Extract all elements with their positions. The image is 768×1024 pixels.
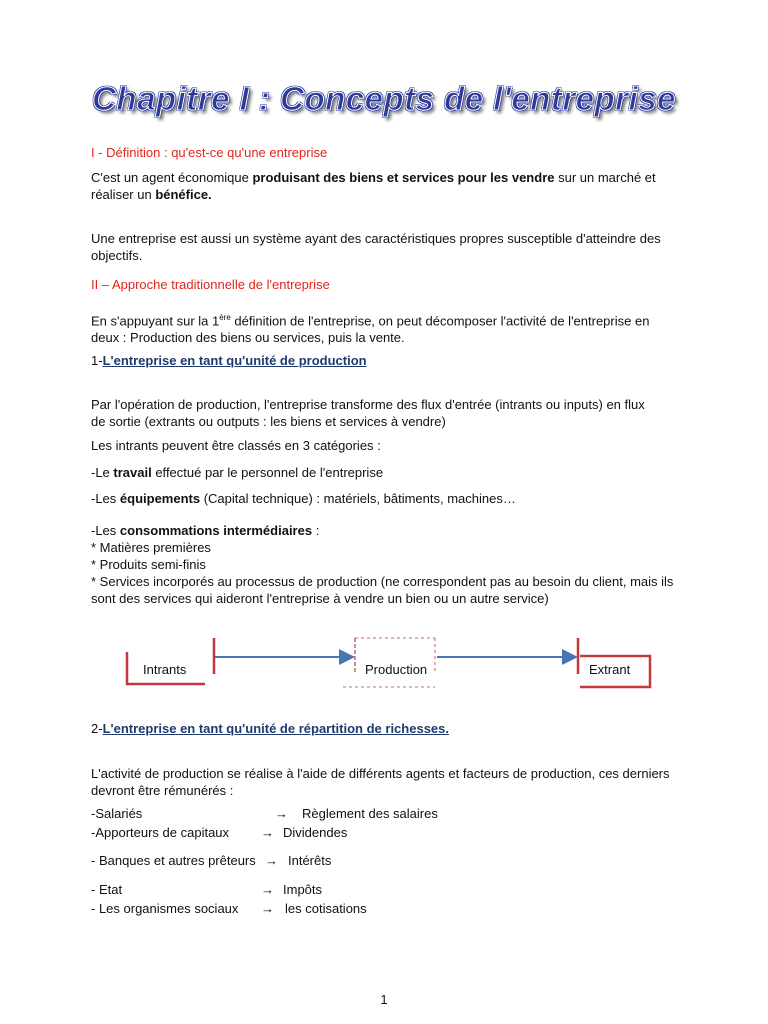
agent-label: - Etat [91,882,123,897]
reward-label: Règlement des salaires [302,806,438,821]
system-paragraph [91,230,691,264]
text-bold: bénéfice. [155,187,212,202]
arrow-icon: → [261,901,274,916]
arrow-icon: → [261,825,274,840]
text: -Le [91,465,114,480]
intrants-intro: Les intrants peuvent être classés en 3 catégories : [91,438,381,453]
agent-label: -Salariés [91,806,143,821]
subsection1-title: L'entreprise en tant qu'unité de production [102,353,367,368]
production-paragraph [91,396,691,430]
arrow-icon: → [265,853,278,868]
text: L'activité de production se réalise à l'aide de différents agents et facteurs de production, ces derniers [91,766,670,781]
page-title: Chapitre I : Concepts de l'entreprise [92,80,676,117]
section1-heading: I - Définition : qu'est-ce qu'une entreprise [91,145,328,160]
agent-label: - Banques et autres prêteurs [91,853,256,868]
text: objectifs. [91,248,143,263]
text: -Les [91,491,120,506]
agent-label: -Apporteurs de capitaux [91,825,230,840]
agent-label: - Les organismes sociaux [91,901,239,916]
reward-label: Impôts [283,882,323,897]
page-number: 1 [380,992,388,1007]
definition-paragraph [91,169,691,203]
text: Une entreprise est aussi un système ayant des caractéristiques propres susceptible d'atteindre des [91,231,661,246]
text: En s'appuyant sur la 1 [91,313,220,329]
subsection2-heading [91,720,691,737]
text: sur un marché et [554,170,656,185]
text: réaliser un [91,187,156,202]
superscript: ère [219,313,231,322]
list-item: * Services incorporés au processus de production (ne correspondent pas au besoin du client, mais ils [91,574,674,589]
subsection-number: 1- [91,353,103,368]
text-bold: produisant des biens et services pour les vendre [252,170,555,185]
subsection2-title: L'entreprise en tant qu'unité de répartition de richesses. [102,721,449,736]
text: deux : Production des biens ou services, puis la vente. [91,330,405,346]
arrow-icon: → [275,806,288,821]
text: de sortie (extrants ou outputs : les biens et services à vendre) [91,414,446,429]
text: (Capital technique) : matériels, bâtiments, machines… [200,491,516,506]
text-bold: consommations intermédiaires [119,523,313,538]
list-item: * Produits semi-finis [91,557,206,572]
text: -Les [91,523,120,538]
list-item: sont des services qui aideront l'entreprise à vendre un bien ou un autre service) [91,591,549,606]
consommations-block [91,522,691,607]
text-bold: équipements [119,491,201,506]
arrow-icon: → [261,882,274,897]
reward-label: Intérêts [288,853,332,868]
text: définition de l'entreprise, on peut décomposer l'activité de l'entreprise en [230,313,650,329]
approach-intro [91,309,691,346]
text: Par l'opération de production, l'entreprise transforme des flux d'entrée (intrants ou inputs) en flux [91,397,645,412]
subsection1-heading [91,352,691,369]
extrant-label: Extrant [589,662,631,677]
production-label: Production [365,662,428,677]
subsection-number: 2- [91,721,103,736]
travail-line [91,464,691,481]
intrants-label: Intrants [143,662,187,677]
reward-label: les cotisations [285,901,367,916]
reward-label: Dividendes [283,825,348,840]
section2-heading: II – Approche traditionnelle de l'entreprise [91,277,330,292]
repartition-paragraph [91,765,691,799]
list-item: * Matières premières [91,540,211,555]
text: : [312,523,320,538]
text: effectué par le personnel de l'entreprise [151,465,384,480]
text: devront être rémunérés : [91,783,234,798]
text-bold: travail [113,465,152,480]
equipements-line [91,490,691,507]
text: C'est un agent économique [91,170,253,185]
